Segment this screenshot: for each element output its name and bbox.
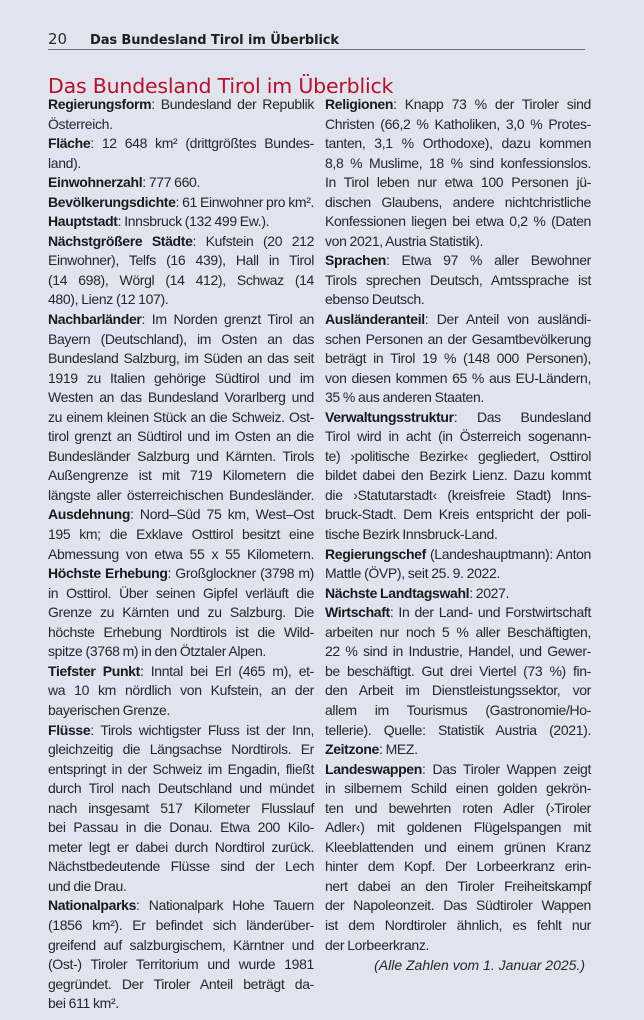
text-line xyxy=(48,173,314,193)
text-line xyxy=(48,115,314,135)
text-line xyxy=(48,799,314,819)
text-line xyxy=(48,623,314,643)
entry-text: Nächstbedeutende Flüsse sind der Lech xyxy=(48,858,314,875)
entry-text: bei Passau in die Donau. Etwa 200 Kilo- xyxy=(48,819,314,836)
entry-text: : Das Tiroler Wappen zeigt xyxy=(421,760,591,777)
entry-text: bruck-Stadt. Dem Kreis entspricht der poli- xyxy=(325,506,591,523)
entry-text: tirol grenzt an Südtirol und im Osten an die xyxy=(48,428,314,445)
text-line xyxy=(325,662,591,682)
text-line xyxy=(325,818,591,838)
text-line xyxy=(325,779,591,799)
entry-text: Mattle (ÖVP), seit 25. 9. 2022. xyxy=(325,565,500,582)
entry-text: : Nord–Süd 75 km, West–Ost xyxy=(130,506,314,523)
entry-text: Konfessionen liegen bei etwa 0,2 % (Daten xyxy=(325,213,591,230)
text-line xyxy=(325,388,591,408)
entry-text: Bayern (Deutschland), im Osten an das xyxy=(48,330,314,347)
entry-text: greifend auf salzburgischem, Kärntner und xyxy=(48,936,314,953)
text-line xyxy=(325,251,591,271)
entry-text: nach insgesamt 517 Kilometer Flusslauf xyxy=(48,799,314,816)
text-line xyxy=(325,681,591,701)
entry-label: Sprachen xyxy=(325,252,386,269)
entry-text: allem im Tourismus (Gastronomie/Ho- xyxy=(325,701,591,718)
entry-text: 480), Lienz (12 107). xyxy=(48,291,169,308)
text-line xyxy=(48,818,314,838)
entry-text: tellerie). Quelle: Statistik Austria (2021). xyxy=(325,721,591,738)
entry-text: 8,8 % Muslime, 18 % sind konfessionslos. xyxy=(325,154,591,171)
entry-text: : Nationalpark Hohe Tauern xyxy=(136,897,314,914)
text-line xyxy=(48,584,314,604)
text-line xyxy=(48,642,314,662)
entry-text: wa 10 km nördlich von Kufstein, an der xyxy=(48,682,314,699)
entry-text: (14 698), Wörgl (14 412), Schwaz (14 xyxy=(48,271,314,288)
text-line xyxy=(48,721,314,741)
entry-text: bayerischen Grenze. xyxy=(48,701,171,718)
text-line xyxy=(325,505,591,525)
text-line xyxy=(48,505,314,525)
text-line xyxy=(48,466,314,486)
text-line xyxy=(325,427,591,447)
entry-text: Bundesland Salzburg, im Süden an das seit xyxy=(48,350,314,367)
entry-text: schen Personen an der Gesamtbevölkerung xyxy=(325,330,591,347)
text-line xyxy=(325,642,591,662)
entry-text: In Tirol leben nur etwa 100 Personen jü- xyxy=(325,174,591,191)
entry-text: in silbernem Schild einen golden gekrön- xyxy=(325,780,591,797)
entry-label: Ausdehnung xyxy=(48,506,131,523)
text-line xyxy=(48,564,314,584)
entry-label: Verwaltungsstruktur xyxy=(325,408,454,425)
text-line xyxy=(325,701,591,721)
entry-text: in Osttirol. Über seinen Gipfel verläuft die xyxy=(48,584,314,601)
entry-text: durch Tirol nach Deutschland und mündet xyxy=(48,780,314,797)
entry-label: Wirtschaft xyxy=(325,604,390,621)
text-line xyxy=(325,936,591,956)
entry-text: te) ›politische Bezirke‹ gegliedert, Osttirol xyxy=(325,447,591,464)
entry-text: : Großglockner (3798 m) xyxy=(167,565,314,582)
entry-text: : 12 648 km² (drittgrößtes Bundes- xyxy=(90,135,314,152)
entry-text: Tirols sprechen Deutsch, Amtssprache ist xyxy=(325,271,591,288)
entry-text: : Inntal bei Erl (465 m), et- xyxy=(139,662,314,679)
entry-label: Regierungschef xyxy=(325,545,426,562)
text-line xyxy=(48,936,314,956)
text-line xyxy=(325,486,591,506)
text-line xyxy=(325,447,591,467)
entry-text: : Innsbruck (132 499 Ew.). xyxy=(117,213,270,230)
text-line xyxy=(48,955,314,975)
entry-text: spitze (3768 m) in den Ötztaler Alpen. xyxy=(48,643,266,660)
entry-label: Tiefster Punkt xyxy=(48,662,140,679)
entry-text: : In der Land- und Forstwirtschaft xyxy=(389,604,591,621)
entry-text: : 2027. xyxy=(469,584,510,601)
entry-label: Religionen xyxy=(325,96,394,112)
entry-text: Christen (66,2 % Katholiken, 3,0 % Protes- xyxy=(325,115,591,132)
text-line xyxy=(325,173,591,193)
entry-label: Ausländeranteil xyxy=(325,311,425,328)
entry-text: : Bundesland der Republik xyxy=(151,96,314,112)
entry-text: Westen an das Bundesland Vorarlberg und xyxy=(48,389,314,406)
text-line xyxy=(48,838,314,858)
text-line xyxy=(325,193,591,213)
entry-text: höchste Erhebung Nordtirols ist die Wild- xyxy=(48,623,314,640)
entry-text: tanten, 3,1 % Orthodoxe), dazu kommen xyxy=(325,135,591,152)
entry-label: Nationalparks xyxy=(48,897,137,914)
entry-text: : Etwa 97 % aller Bewohner xyxy=(386,252,591,269)
entry-text: der Napoleonzeit. Das Südtiroler Wappen xyxy=(325,897,591,914)
entry-label: Landeswappen xyxy=(325,760,422,777)
entry-text: Bundesländer Salzburg und Kärnten. Tirols xyxy=(48,447,314,464)
text-line xyxy=(325,545,591,565)
entry-label: Regierungsform xyxy=(48,96,152,112)
text-line xyxy=(325,584,591,604)
text-line xyxy=(325,330,591,350)
text-line xyxy=(48,779,314,799)
text-line xyxy=(48,877,314,897)
entry-text: dischen Glaubens, andere nichtchristliche xyxy=(325,193,591,210)
text-line xyxy=(48,95,314,115)
entry-text: : Im Norden grenzt Tirol an xyxy=(141,311,314,328)
text-line xyxy=(48,916,314,936)
text-line xyxy=(325,896,591,916)
entry-label: Höchste Erhebung xyxy=(48,565,168,582)
text-line xyxy=(48,525,314,545)
entry-text: ten und bewehrten roten Adler (›Tiroler xyxy=(325,799,591,816)
text-line xyxy=(48,154,314,174)
text-line xyxy=(48,212,314,232)
entry-text: : MEZ. xyxy=(378,741,418,758)
text-line xyxy=(48,857,314,877)
entry-label: Hauptstadt xyxy=(48,213,118,230)
entry-label: Fläche xyxy=(48,135,91,152)
entry-text: Österreich. xyxy=(48,115,113,132)
entry-text: arbeiten nur noch 5 % aller Beschäftigten, xyxy=(325,623,591,640)
entry-text: von 2021, Austria Statistik). xyxy=(325,232,483,249)
text-line xyxy=(325,564,591,584)
text-line xyxy=(325,916,591,936)
entry-text: Einwohner), Telfs (16 439), Hall in Tirol xyxy=(48,252,314,269)
entry-text: : Das Bundesland xyxy=(453,408,591,425)
text-line xyxy=(48,251,314,271)
text-line xyxy=(48,681,314,701)
entry-label: Bevölkerungsdichte xyxy=(48,193,176,210)
entry-text: längste aller österreichischen Bundesländer. xyxy=(48,486,314,503)
text-line xyxy=(48,290,314,310)
text-line xyxy=(325,740,591,760)
entry-text: : 777 660. xyxy=(142,174,201,191)
text-line xyxy=(325,271,591,291)
entry-text: : Knapp 73 % der Tiroler sind xyxy=(393,96,591,112)
entry-text: : Der Anteil von ausländi- xyxy=(424,311,591,328)
entry-text: Tirol wird in acht (in Österreich sogenann- xyxy=(325,428,591,445)
text-line xyxy=(48,271,314,291)
entry-text: hinter dem Kopf. Der Lorbeerkranz erin- xyxy=(325,858,591,875)
text-line xyxy=(48,975,314,995)
text-line xyxy=(325,349,591,369)
text-line xyxy=(325,760,591,780)
entry-text: von diesen kommen 65 % aus EU-Ländern, xyxy=(325,369,591,386)
entry-label: Nachbarländer xyxy=(48,311,142,328)
text-line xyxy=(325,154,591,174)
text-line xyxy=(48,330,314,350)
text-line xyxy=(48,994,314,1014)
text-line xyxy=(325,232,591,252)
text-line xyxy=(325,310,591,330)
page-number: 20 xyxy=(48,30,68,48)
text-line xyxy=(48,896,314,916)
text-line xyxy=(48,447,314,467)
text-line xyxy=(325,369,591,389)
text-line xyxy=(325,877,591,897)
entry-text: Grenze zu Kärnten und zu Salzburg. Die xyxy=(48,604,314,621)
entry-text: gleichzeitig die Längsachse Nordtirols. Er xyxy=(48,741,314,758)
text-line xyxy=(48,662,314,682)
page-title: Das Bundesland Tirol im Überblick xyxy=(48,73,394,98)
entry-text: Kleeblattenden und einem grünen Kranz xyxy=(325,838,591,855)
text-line xyxy=(325,212,591,232)
footnote: (Alle Zahlen vom 1. Januar 2025.) xyxy=(374,957,585,973)
entry-label: Nächstgrößere Städte xyxy=(48,232,193,249)
text-line xyxy=(48,545,314,565)
entry-text: be beschäftigt. Gut drei Viertel (73 %) fin- xyxy=(325,662,591,679)
text-line xyxy=(48,740,314,760)
text-line xyxy=(325,95,591,115)
entry-text: tische Bezirk Innsbruck-Land. xyxy=(325,526,498,543)
entry-text: der Lorbeerkranz. xyxy=(325,936,430,953)
left-column xyxy=(48,95,314,1014)
entry-label: Nächste Landtagswahl xyxy=(325,584,470,601)
text-line xyxy=(325,466,591,486)
text-line xyxy=(48,310,314,330)
text-line xyxy=(48,134,314,154)
text-line xyxy=(325,603,591,623)
text-line xyxy=(325,857,591,877)
text-line xyxy=(48,701,314,721)
entry-text: und die Drau. xyxy=(48,877,127,894)
entry-text: Außengrenze ist mit 719 Kilometern die xyxy=(48,467,314,484)
text-line xyxy=(325,623,591,643)
entry-text: meter legt er dabei durch Nordtirol zurück. xyxy=(48,838,314,855)
text-line xyxy=(325,799,591,819)
text-line xyxy=(325,290,591,310)
text-line xyxy=(48,388,314,408)
text-line xyxy=(325,838,591,858)
text-line xyxy=(48,232,314,252)
running-title: Das Bundesland Tirol im Überblick xyxy=(90,33,339,48)
text-line xyxy=(48,369,314,389)
entry-text: : Tirols wichtigster Fluss ist der Inn, xyxy=(90,721,314,738)
entry-text: 195 km; die Exklave Osttirol besitzt eine xyxy=(48,526,314,543)
text-line xyxy=(325,408,591,428)
entry-text: : Kufstein (20 212 xyxy=(192,232,315,249)
entry-label: Einwohnerzahl xyxy=(48,174,143,191)
text-line xyxy=(48,486,314,506)
entry-text: bildet dabei den Bezirk Lienz. Dazu kommt xyxy=(325,467,591,484)
entry-label: Flüsse xyxy=(48,721,91,738)
entry-text: die ›Statutarstadt‹ (kreisfreie Stadt) Inns- xyxy=(325,486,591,503)
entry-text: 35 % aus anderen Staaten. xyxy=(325,389,484,406)
text-line xyxy=(48,349,314,369)
entry-text: nert dabei an den Tiroler Freiheitskampf xyxy=(325,877,591,894)
entry-text: Adler‹) mit goldenen Flügelspangen mit xyxy=(325,819,591,836)
text-line xyxy=(48,760,314,780)
entry-text: 1919 zu Italien gehörige Südtirol und im xyxy=(48,369,314,386)
text-line xyxy=(325,115,591,135)
text-line xyxy=(325,721,591,741)
text-line xyxy=(325,134,591,154)
entry-text: : 61 Einwohner pro km². xyxy=(175,193,315,210)
entry-text: zu einem kleinen Stück an die Schweiz. Ost- xyxy=(48,408,314,425)
running-header xyxy=(48,29,585,50)
entry-text: gegründet. Der Tiroler Anteil beträgt da- xyxy=(48,975,314,992)
entry-text: (1856 km²). Er befindet sich länderüber- xyxy=(48,916,314,933)
text-line xyxy=(48,603,314,623)
entry-text: bei 611 km². xyxy=(48,995,119,1012)
entry-text: Abmessung von etwa 55 x 55 Kilometern. xyxy=(48,545,314,562)
text-line xyxy=(48,408,314,428)
entry-text: beträgt in Tirol 19 % (148 000 Personen), xyxy=(325,350,591,367)
right-column xyxy=(325,95,591,955)
entry-text: ebenso Deutsch. xyxy=(325,291,425,308)
entry-text: (Ost-) Tiroler Territorium und wurde 1981 xyxy=(48,956,314,973)
text-line xyxy=(325,525,591,545)
text-line xyxy=(48,427,314,447)
text-line xyxy=(48,193,314,213)
entry-label: Zeitzone xyxy=(325,741,379,758)
entry-text: den Arbeit im Dienstleistungssektor, vor xyxy=(325,682,591,699)
entry-text: ist dem Nordtiroler ähnlich, es fehlt nur xyxy=(325,916,591,933)
entry-text: (Landeshauptmann): Anton xyxy=(425,545,591,562)
entry-text: land). xyxy=(48,154,81,171)
entry-text: 22 % sind in Industrie, Handel, und Gewer- xyxy=(325,643,591,660)
entry-text: entspringt in der Schweiz im Engadin, fließt xyxy=(48,760,314,777)
